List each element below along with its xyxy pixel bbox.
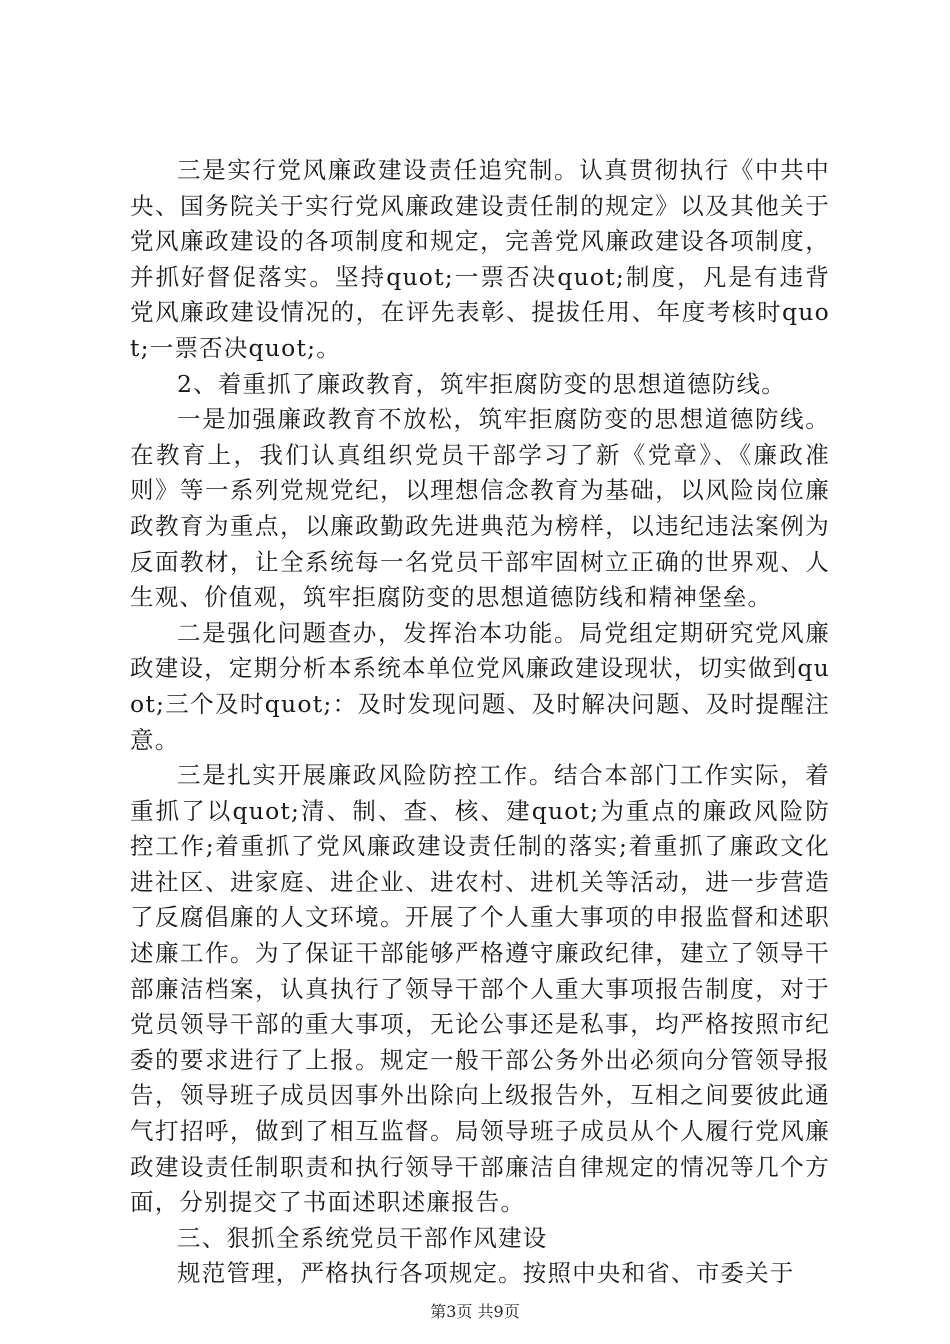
- paragraph-accountability: 三是实行党风廉政建设责任追究制。认真贯彻执行《中共中央、国务院关于实行党风廉政建设责任制的规定》以及其他关于党风廉政建设的各项制度和规定，完善党风廉政建设各项制度，并抓好督促落实。坚持quot;一票否决quot;制度，凡是有违背党风廉政建设情况的，在评先表彰、提拔任用、年度考核时quot;一票否决quot;。: [130, 156, 830, 362]
- document-body: [130, 153, 830, 1292]
- paragraph-management: 规范管理，严格执行各项规定。按照中央和省、市委关于: [177, 1259, 795, 1288]
- page-number-footer: 第3页 共9页: [430, 1302, 520, 1321]
- paragraph-investigation: 二是强化问题查办，发挥治本功能。局党组定期研究党风廉政建设，定期分析本系统本单位党风廉政建设现状，切实做到quot;三个及时quot;：及时发现问题、及时解决问题、及时提醒注意。: [130, 618, 830, 754]
- paragraph-risk-control: 三是扎实开展廉政风险防控工作。结合本部门工作实际，着重抓了以quot;清、制、查、核、建quot;为重点的廉政风险防控工作;着重抓了党风廉政建设责任制的落实;着重抓了廉政文化进社区、进家庭、进企业、进农村、进机关等活动，进一步营造了反腐倡廉的人文环境。开展了个人重大事项的申报监督和述职述廉工作。为了保证干部能够严格遵守廉政纪律，建立了领导干部廉洁档案，认真执行了领导干部个人重大事项报告制度，对于党员领导干部的重大事项，无论公事还是私事，均严格按照市纪委的要求进行了上报。规定一般干部公务外出必须向分管领导报告，领导班子成员因事外出除向上级报告外，互相之间要彼此通气打招呼，做到了相互监督。局领导班子成员从个人履行党风廉政建设责任制职责和执行领导干部廉洁自律规定的情况等几个方面，分别提交了书面述职述廉报告。: [130, 761, 830, 1217]
- paragraph-section-heading-style: 三、狠抓全系统党员干部作风建设: [177, 1223, 548, 1252]
- paragraph-education: 一是加强廉政教育不放松，筑牢拒腐防变的思想道德防线。在教育上，我们认真组织党员干部学习了新《党章》、《廉政准则》等一系列党规党纪，以理想信念教育为基础，以风险岗位廉政教育为重点，以廉政勤政先进典范为榜样，以违纪违法案例为反面教材，让全系统每一名党员干部牢固树立正确的世界观、人生观、价值观，筑牢拒腐防变的思想道德防线和精神堡垒。: [130, 405, 830, 612]
- paragraph-heading-education: 2、着重抓了廉政教育，筑牢拒腐防变的思想道德防线。: [177, 369, 786, 398]
